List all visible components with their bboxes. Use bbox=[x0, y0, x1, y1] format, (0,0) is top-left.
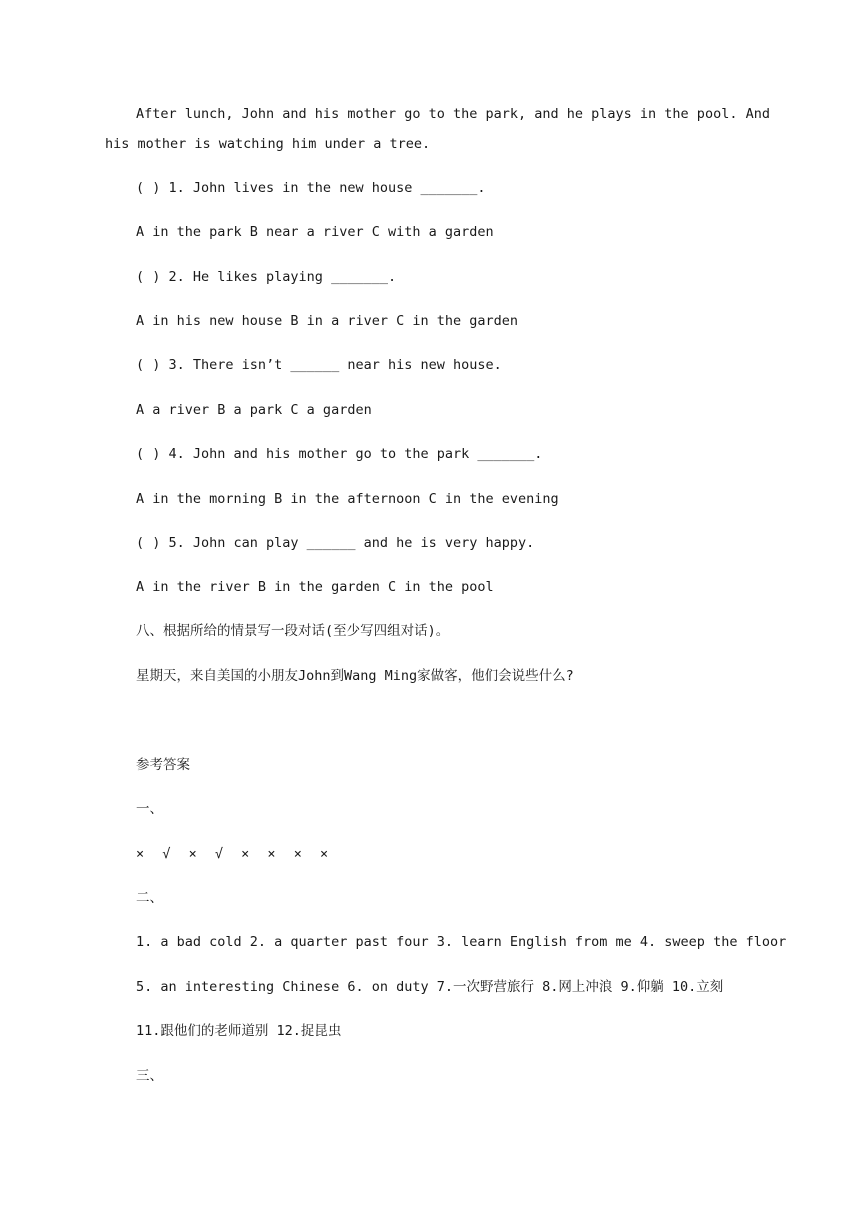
answers-part-2-line-1: 1. a bad cold 2. a quarter past four 3. learn English from me 4. sweep the floor bbox=[136, 934, 787, 950]
passage-line-2: his mother is watching him under a tree. bbox=[105, 136, 431, 152]
section-8-heading: 八、根据所给的情景写一段对话(至少写四组对话)。 bbox=[136, 623, 450, 639]
question-4-options: A in the morning B in the afternoon C in the evening bbox=[136, 491, 559, 507]
answer-mark-1: × bbox=[136, 846, 145, 862]
question-1-options: A in the park B near a river C with a garden bbox=[136, 224, 494, 240]
question-3-options: A a river B a park C a garden bbox=[136, 402, 372, 418]
answer-mark-7: × bbox=[293, 846, 302, 862]
question-5-stem: ( ) 5. John can play ______ and he is very happy. bbox=[136, 535, 535, 551]
question-2-stem: ( ) 2. He likes playing _______. bbox=[136, 269, 397, 285]
section-8-prompt: 星期天，来自美国的小朋友John到Wang Ming家做客，他们会说些什么? bbox=[136, 668, 574, 684]
passage-line-1: After lunch, John and his mother go to the park, and he plays in the pool. And bbox=[136, 106, 770, 122]
answers-part-1-label: 一、 bbox=[136, 801, 163, 817]
answer-mark-2: √ bbox=[162, 846, 171, 862]
answer-mark-4: √ bbox=[214, 846, 223, 862]
answers-part-2-line-2: 5. an interesting Chinese 6. on duty 7.一次野营旅行 8.网上冲浪 9.仰躺 10.立刻 bbox=[136, 979, 724, 995]
answer-mark-8: × bbox=[319, 846, 329, 862]
answers-part-3-label: 三、 bbox=[136, 1068, 163, 1084]
answers-title: 参考答案 bbox=[136, 757, 190, 773]
answer-mark-5: × bbox=[241, 846, 250, 862]
answers-part-1-marks bbox=[136, 848, 338, 862]
answers-part-2-line-3: 11.跟他们的老师道别 12.捉昆虫 bbox=[136, 1023, 342, 1039]
question-2-options: A in his new house B in a river C in the garden bbox=[136, 313, 519, 329]
question-5-options: A in the river B in the garden C in the pool bbox=[136, 579, 494, 595]
question-4-stem: ( ) 4. John and his mother go to the park _______. bbox=[136, 446, 543, 462]
answer-mark-3: × bbox=[188, 846, 197, 862]
question-1-stem: ( ) 1. John lives in the new house _______. bbox=[136, 180, 486, 196]
answers-part-2-label: 二、 bbox=[136, 890, 163, 906]
answer-mark-6: × bbox=[267, 846, 276, 862]
question-3-stem: ( ) 3. There isn’t ______ near his new house. bbox=[136, 357, 502, 373]
